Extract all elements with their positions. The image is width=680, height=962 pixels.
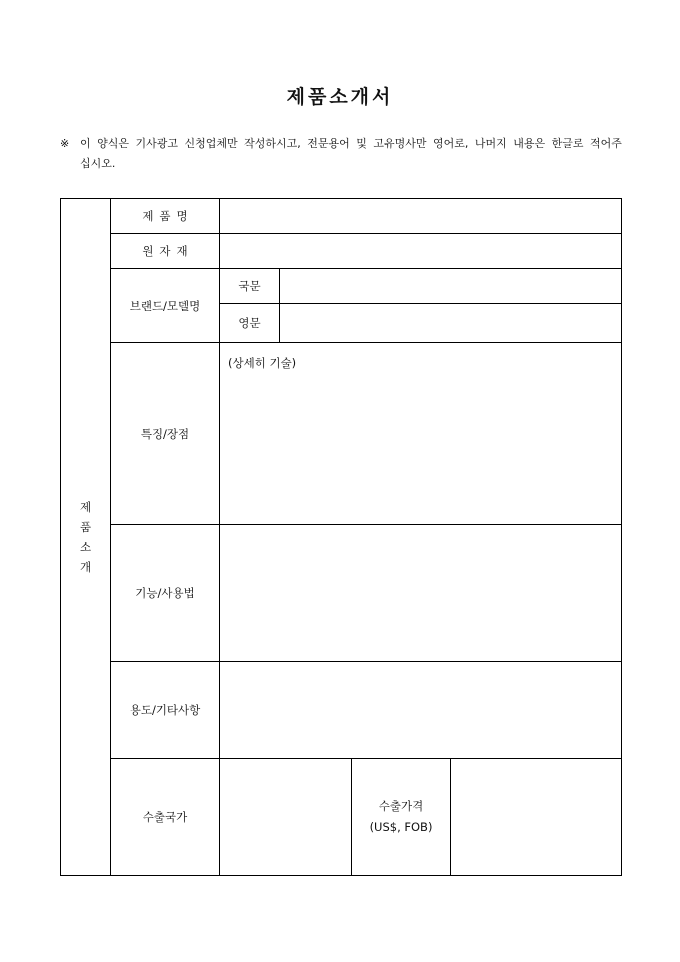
function-field[interactable] [220, 525, 622, 662]
korean-brand-field[interactable] [280, 269, 622, 304]
reference-mark-icon: ※ [60, 137, 70, 150]
notice [60, 134, 626, 174]
korean-label: 국문 [220, 269, 280, 304]
features-placeholder: (상세히 기술) [228, 356, 297, 370]
side-label-cell [61, 199, 111, 876]
raw-material-field[interactable] [220, 234, 622, 269]
notice-text: 이 양식은 기사광고 신청업체만 작성하시고, 전문용어 및 고유명사만 영어로, 나머지 내용은 한글로 적어주십시오. [80, 137, 622, 170]
product-name-label: 제품명 [111, 199, 220, 234]
export-price-label [352, 759, 451, 876]
features-label: 특징/장점 [111, 343, 220, 525]
function-label: 기능/사용법 [111, 525, 220, 662]
usage-label: 용도/기타사항 [111, 662, 220, 759]
export-country-label: 수출국가 [111, 759, 220, 876]
english-brand-field[interactable] [280, 304, 622, 343]
features-field[interactable] [220, 343, 622, 525]
export-price-label-line2: (US$, FOB) [369, 820, 433, 834]
side-label: 제 품 소 개 [79, 500, 92, 574]
english-label: 영문 [220, 304, 280, 343]
export-price-label-line1: 수출가격 [378, 799, 424, 813]
usage-field[interactable] [220, 662, 622, 759]
export-country-field[interactable] [220, 759, 352, 876]
brand-model-label: 브랜드/모델명 [111, 269, 220, 343]
product-intro-form [60, 198, 622, 876]
document-title: 제품소개서 [286, 86, 394, 108]
export-price-field[interactable] [451, 759, 622, 876]
raw-material-label: 원자재 [111, 234, 220, 269]
product-name-field[interactable] [220, 199, 622, 234]
